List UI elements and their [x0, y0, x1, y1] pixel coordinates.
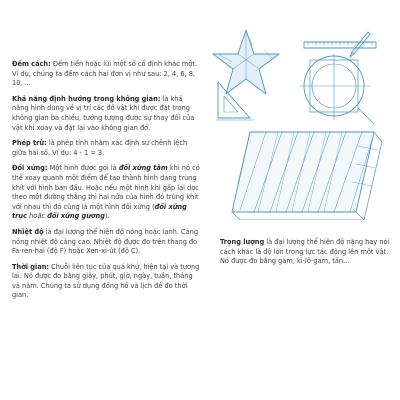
symmetry-emphasis-central: đối xứng tâm: [118, 164, 168, 173]
term-temperature: Nhiệt độ: [12, 227, 44, 236]
definition-time: Chuỗi liên tục của quá khứ, hiện tại và tương lai. Nó được đo bằng giây, phút, giờ, ngày, tuần, tháng và năm. Chúng ta sử dụng đồng hồ và lịch để đo thời gian.: [12, 262, 200, 300]
definition-weight: là đại lượng thể hiện độ nặng hay nói cách khác là độ lớn trọng lực tác động lên một vật. Nó được đo bằng gam, ki-lô-gam, tấn...: [220, 238, 390, 266]
definition-subtraction: là phép tính nhằm xác định sự chênh lệch giữa hai số. Ví dụ: 4 - 1 = 3.: [12, 139, 188, 157]
symmetry-text-3: hoặc: [27, 212, 48, 221]
entry-temperature: [12, 228, 200, 257]
star-icon: [213, 30, 279, 94]
symmetry-text-1: Một hình được gọi là: [47, 164, 119, 173]
symmetry-emphasis-axial: đối xứng trục: [12, 202, 187, 221]
parallelogram-sketch: [232, 132, 382, 220]
symmetry-text-4: ).: [104, 212, 110, 221]
definition-spatial-orientation: là khả năng hình dung về vị trí các đồ vật khi được đặt trong không gian ba chiều, tưởng tượng được sự thay đổi của vật khi xoay và đặt lại vào không gian đó.: [12, 94, 195, 132]
term-symmetry: Đối xứng:: [12, 164, 48, 173]
symmetry-text-2: khi nó có thể xoay quanh một điểm để tạo thành hình dạng trùng khít với hình ban đầu. Hoặc nếu một hình khi gấp lại dọc theo một đường thẳng thì hai nửa của hình đó trùng khít với nhau thì đó cũng là một hình đối xứng (: [12, 164, 200, 211]
glossary-right-column: [220, 238, 390, 273]
definition-temperature: là đại lượng thể hiện độ nóng hoặc lạnh. Càng nóng nhiệt độ càng cao. Nhiệt độ được đo trên thang đo Fa-ren-hai (độ F) hoặc Xen-xi-út (độ C).: [12, 227, 199, 256]
ruler-icon: [304, 42, 376, 48]
definition-skip-counting: Đếm tiến hoặc lùi một số cố định khác một.: [50, 60, 198, 68]
entry-subtraction: [12, 139, 200, 158]
term-subtraction: Phép trừ:: [12, 139, 47, 148]
entry-weight: [220, 238, 390, 267]
entry-symmetry: [12, 164, 200, 222]
protractor-icon: [300, 54, 374, 124]
entry-time: [12, 263, 200, 301]
term-time: Thời gian:: [12, 262, 50, 271]
glossary-left-column: [12, 60, 200, 307]
symmetry-emphasis-mirror: đối xứng gương: [47, 212, 105, 221]
entry-skip-counting: [12, 60, 200, 89]
example-skip-counting: Ví dụ, chúng ta đếm cách hai đơn vị như sau: 2, 4, 6, 8, 10, ...: [12, 69, 196, 88]
term-skip-counting: Đếm cách:: [12, 60, 51, 68]
entry-spatial-orientation: [12, 95, 200, 133]
geometry-sketch-illustration: [206, 24, 388, 220]
term-spatial-orientation: Khả năng định hướng trong không gian:: [12, 94, 161, 103]
term-weight: Trọng lượng: [220, 238, 265, 246]
pencil-icon: [350, 32, 370, 57]
